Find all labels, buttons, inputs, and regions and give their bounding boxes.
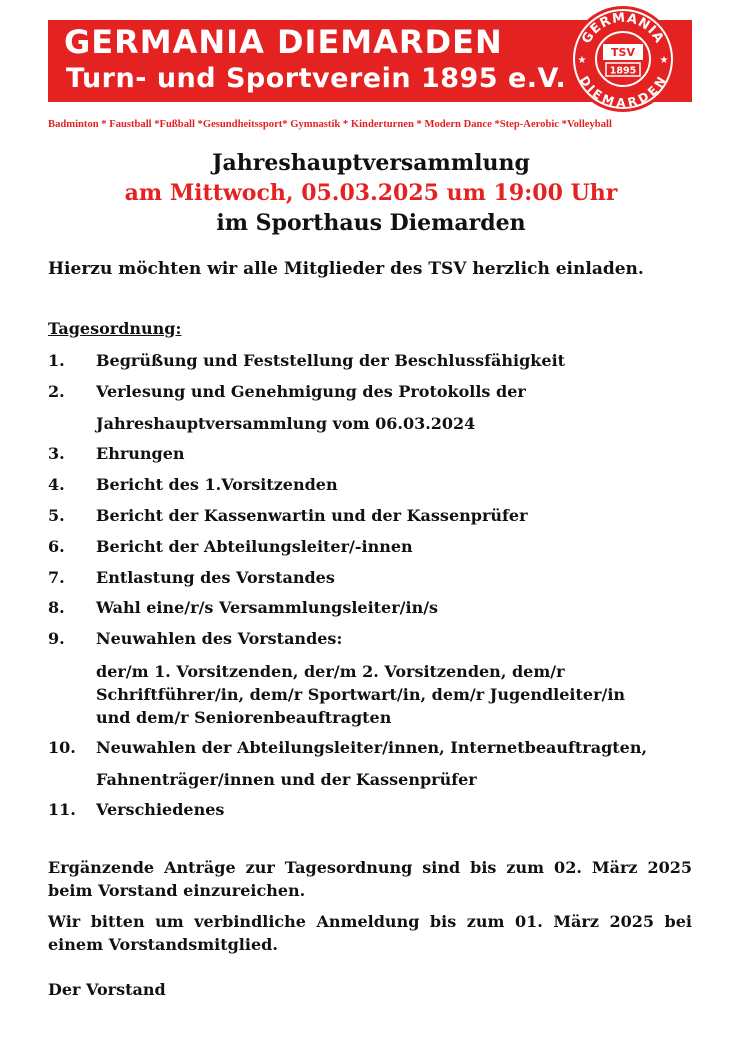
agenda-item-number: 1. [48, 351, 65, 370]
agenda-item-text: Wahl eine/r/s Versammlungsleiter/in/s [96, 598, 439, 617]
agenda-item-text: Verschiedenes [96, 800, 225, 819]
agenda-item-text: Begrüßung und Feststellung der Beschlussfähigkeit [96, 351, 566, 370]
agenda-item-number: 2. [48, 382, 65, 401]
agenda-item-number: 4. [48, 475, 65, 494]
club-name: GERMANIA DIEMARDEN [64, 23, 503, 61]
club-subtitle: Turn- und Sportverein 1895 e.V. [66, 63, 567, 94]
club-seal-logo [568, 4, 678, 114]
title-line-3-location: im Sporthaus Diemarden [216, 210, 526, 236]
agenda-heading: Tagesordnung: [48, 319, 182, 338]
agenda-item-2-continuation: Jahreshauptversammlung vom 06.03.2024 [96, 414, 476, 433]
agenda-item-text: Entlastung des Vorstandes [96, 568, 335, 587]
signature: Der Vorstand [48, 980, 166, 999]
title-line-2-date: am Mittwoch, 05.03.2025 um 19:00 Uhr [124, 180, 618, 206]
agenda-item-number: 7. [48, 568, 65, 587]
agenda-item-number: 11. [48, 800, 76, 819]
agenda-item-text: Ehrungen [96, 444, 185, 463]
svg-text:1895: 1895 [609, 65, 637, 77]
svg-text:DIEMARDEN: DIEMARDEN [576, 73, 670, 110]
agenda-item-text: Bericht der Kassenwartin und der Kassenprüfer [96, 506, 528, 525]
agenda-item-text: Verlesung und Genehmigung des Protokolls der [96, 382, 526, 401]
antraege-note: Ergänzende Anträge zur Tagesordnung sind bis zum 02. März 2025 beim Vorstand einzureichen. [48, 858, 692, 900]
svg-text:★: ★ [577, 55, 587, 66]
agenda-item-number: 10. [48, 738, 76, 757]
agenda-item-text: Bericht der Abteilungsleiter/-innen [96, 537, 413, 556]
agenda-item-text: Neuwahlen der Abteilungsleiter/innen, Internetbeauftragten, [96, 738, 648, 757]
agenda-item-text: Bericht des 1.Vorsitzenden [96, 475, 338, 494]
agenda-item-number: 3. [48, 444, 65, 463]
anmeldung-note: Wir bitten um verbindliche Anmeldung bis zum 01. März 2025 bei einem Vorstandsmitglied. [48, 912, 692, 954]
svg-text:TSV: TSV [611, 46, 635, 59]
agenda-item-10-continuation: Fahnenträger/innen und der Kassenprüfer [96, 770, 477, 789]
svg-text:★: ★ [659, 55, 669, 66]
agenda-item-number: 8. [48, 598, 65, 617]
agenda-item-text: Neuwahlen des Vorstandes: [96, 629, 343, 648]
invite-text: Hierzu möchten wir alle Mitglieder des TSV herzlich einladen. [48, 259, 644, 279]
sports-list: Badminton * Faustball *Fußball *Gesundheitssport* Gymnastik * Kinderturnen * Modern Dance *Step-Aerobic *Volleyball [48, 119, 612, 130]
agenda-item-9-continuation: der/m 1. Vorsitzenden, der/m 2. Vorsitzenden, dem/r Schriftführer/in, dem/r Sportwart/in, dem/r Jugendleiter/in und dem/r Seniorenbeauftragten [96, 662, 626, 727]
meeting-title [0, 148, 742, 238]
agenda-item-number: 9. [48, 629, 65, 648]
agenda-item-number: 5. [48, 506, 65, 525]
agenda-item-number: 6. [48, 537, 65, 556]
svg-text:GERMANIA: GERMANIA [579, 10, 667, 47]
title-line-1: Jahreshauptversammlung [212, 150, 530, 176]
